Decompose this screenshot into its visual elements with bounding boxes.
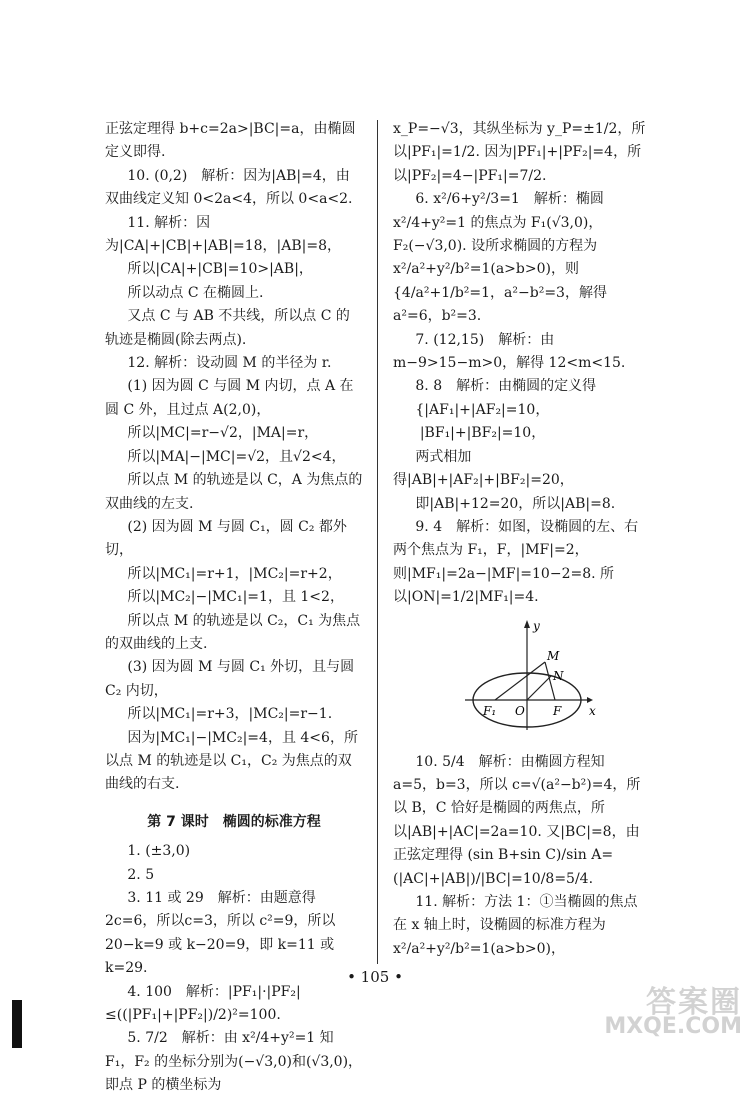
solution-line: 6. x²/6+y²/3=1 解析：椭圆 x²/4+y²=1 的焦点为 F₁(√3,0)，F₂(−√3,0). 设所求椭圆的方程为 x²/a²+y²/b²=1(a>b>0)，则 {4/a²+1/b²=1，a²−b²=3，解得 a²=6，b²=3. [393, 191, 612, 325]
section-heading: 第 7 课时 椭圆的标准方程 [147, 813, 321, 830]
solution-line: 5. 7/2 解析：由 x²/4+y²=1 知 F₁，F₂ 的坐标分别为(−√3,0)和(√3,0)，即点 P 的横坐标为 [105, 1030, 363, 1094]
solution-line: 11. 解析：方法 1：①当椭圆的焦点在 x 轴上时，设椭圆的标准方程为 x²/a²+y²/b²=1(a>b>0)， [393, 893, 638, 957]
y-axis-label: y [533, 618, 540, 633]
solution-line: 9. 4 解析：如图，设椭圆的左、右两个焦点为 F₁，F，|MF|=2，则|MF₁|=2a−|MF|=10−2=8. 所以|ON|=1/2|MF₁|=4. [393, 518, 639, 606]
edge-mark [12, 1000, 22, 1048]
solution-line: 即|AB|+12=20，所以|AB|=8. [415, 495, 616, 512]
x-axis-label: x [589, 703, 596, 718]
solution-line: 正弦定理得 b+c=2a>|BC|=a，由椭圆定义即得. [105, 121, 356, 161]
column-divider [377, 120, 378, 964]
origin-label: O [515, 703, 525, 718]
point-m-label: M [547, 648, 560, 663]
solution-line: 10. 5/4 解析：由椭圆方程知 a=5，b=3，所以 c=√(a²−b²)=4，所以 B，C 恰好是椭圆的两焦点，所以|AB|+|AC|=2a=10. 又|BC|=8，由正弦定理得 (sin B+sin C)/sin A=(|AC|+|AB|)/|BC|=10/8=5/4. [393, 753, 641, 887]
solution-line: 10. (0,2) 解析：因为|AB|=4，由双曲线定义知 0<2a<4，所以 0<a<2. [105, 167, 353, 208]
solution-line: 2. 5 [127, 866, 155, 883]
point-n-label: N [553, 668, 564, 683]
solution-line: 4. 100 解析：|PF₁|·|PF₂|≤((|PF₁|+|PF₂|)/2)²=100. [105, 983, 301, 1024]
solution-line: |BF₁|+|BF₂|=10， [415, 425, 546, 442]
solution-line: 所以点 M 的轨迹是以 C₂，C₁ 为焦点的双曲线的上支. [105, 612, 361, 652]
solution-line: (3) 因为圆 M 与圆 C₁ 外切，且与圆 C₂ 内切， [105, 659, 359, 699]
solution-line: 所以|MC|=r−√2，|MA|=r， [127, 425, 319, 442]
solution-line: 11. 解析：因为|CA|+|CB|+|AB|=18，|AB|=8， [105, 214, 341, 255]
watermark [604, 985, 742, 1039]
solution-line: 所以动点 C 在椭圆上. [127, 284, 264, 301]
solution-line: 所以点 M 的轨迹是以 C，A 为焦点的双曲线的左支. [105, 472, 363, 512]
solution-line: 1. (±3,0) [127, 843, 191, 860]
solution-line: x_P=−√3，其纵坐标为 y_P=±1/2，所以|PF₁|=1/2. 因为|PF₁|+|PF₂|=4，所以|PF₂|=4−|PF₁|=7/2. [393, 121, 646, 184]
solution-line: 7. (12,15) 解析：由 m−9>15−m>0，解得 12<m<15. [393, 331, 626, 372]
solution-line: 又点 C 与 AB 不共线，所以点 C 的轨迹是椭圆(除去两点). [105, 308, 350, 348]
solution-line: (1) 因为圆 C 与圆 M 内切，点 A 在圆 C 外，且过点 A(2,0)， [105, 378, 354, 418]
point-f1-label: F₁ [483, 703, 497, 718]
solution-line: 12. 解析：设动圆 M 的半径为 r. [127, 355, 332, 372]
solution-line: (2) 因为圆 M 与圆 C₁，圆 C₂ 都外切， [105, 518, 347, 559]
solution-line: 所以|MC₁|=r+1，|MC₂|=r+2， [127, 565, 342, 582]
solution-line: 所以|MC₁|=r+3，|MC₂|=r−1. [127, 706, 333, 723]
right-column [393, 118, 647, 961]
ellipse-figure [465, 618, 595, 733]
point-f-label: F [553, 703, 562, 718]
solution-line: 所以|CA|+|CB|=10>|AB|， [127, 261, 313, 278]
solution-line: 所以|MA|−|MC|=√2，且√2<4， [127, 448, 346, 465]
watermark-line1: 答案圈 [646, 985, 742, 1020]
solution-line: 3. 11 或 29 解析：由题意得 2c=6，所以c=3，所以 c²=9，所以 20−k=9 或 k−20=9，即 k=11 或 k=29. [105, 890, 340, 977]
watermark-line2: MXQE.COM [604, 1014, 742, 1039]
solution-line: {|AF₁|+|AF₂|=10， [415, 401, 550, 418]
solution-line: 两式相加得|AB|+|AF₂|+|BF₂|=20， [393, 448, 574, 489]
page-number: • 105 • [347, 968, 403, 986]
solution-line: 因为|MC₁|−|MC₂|=4，且 4<6，所以点 M 的轨迹是以 C₁，C₂ 为焦点的双曲线的右支. [105, 729, 358, 793]
left-column [105, 118, 363, 1098]
solution-line: 8. 8 解析：由椭圆的定义得 [415, 378, 597, 395]
solution-line: 所以|MC₂|−|MC₁|=1，且 1<2， [127, 589, 344, 606]
